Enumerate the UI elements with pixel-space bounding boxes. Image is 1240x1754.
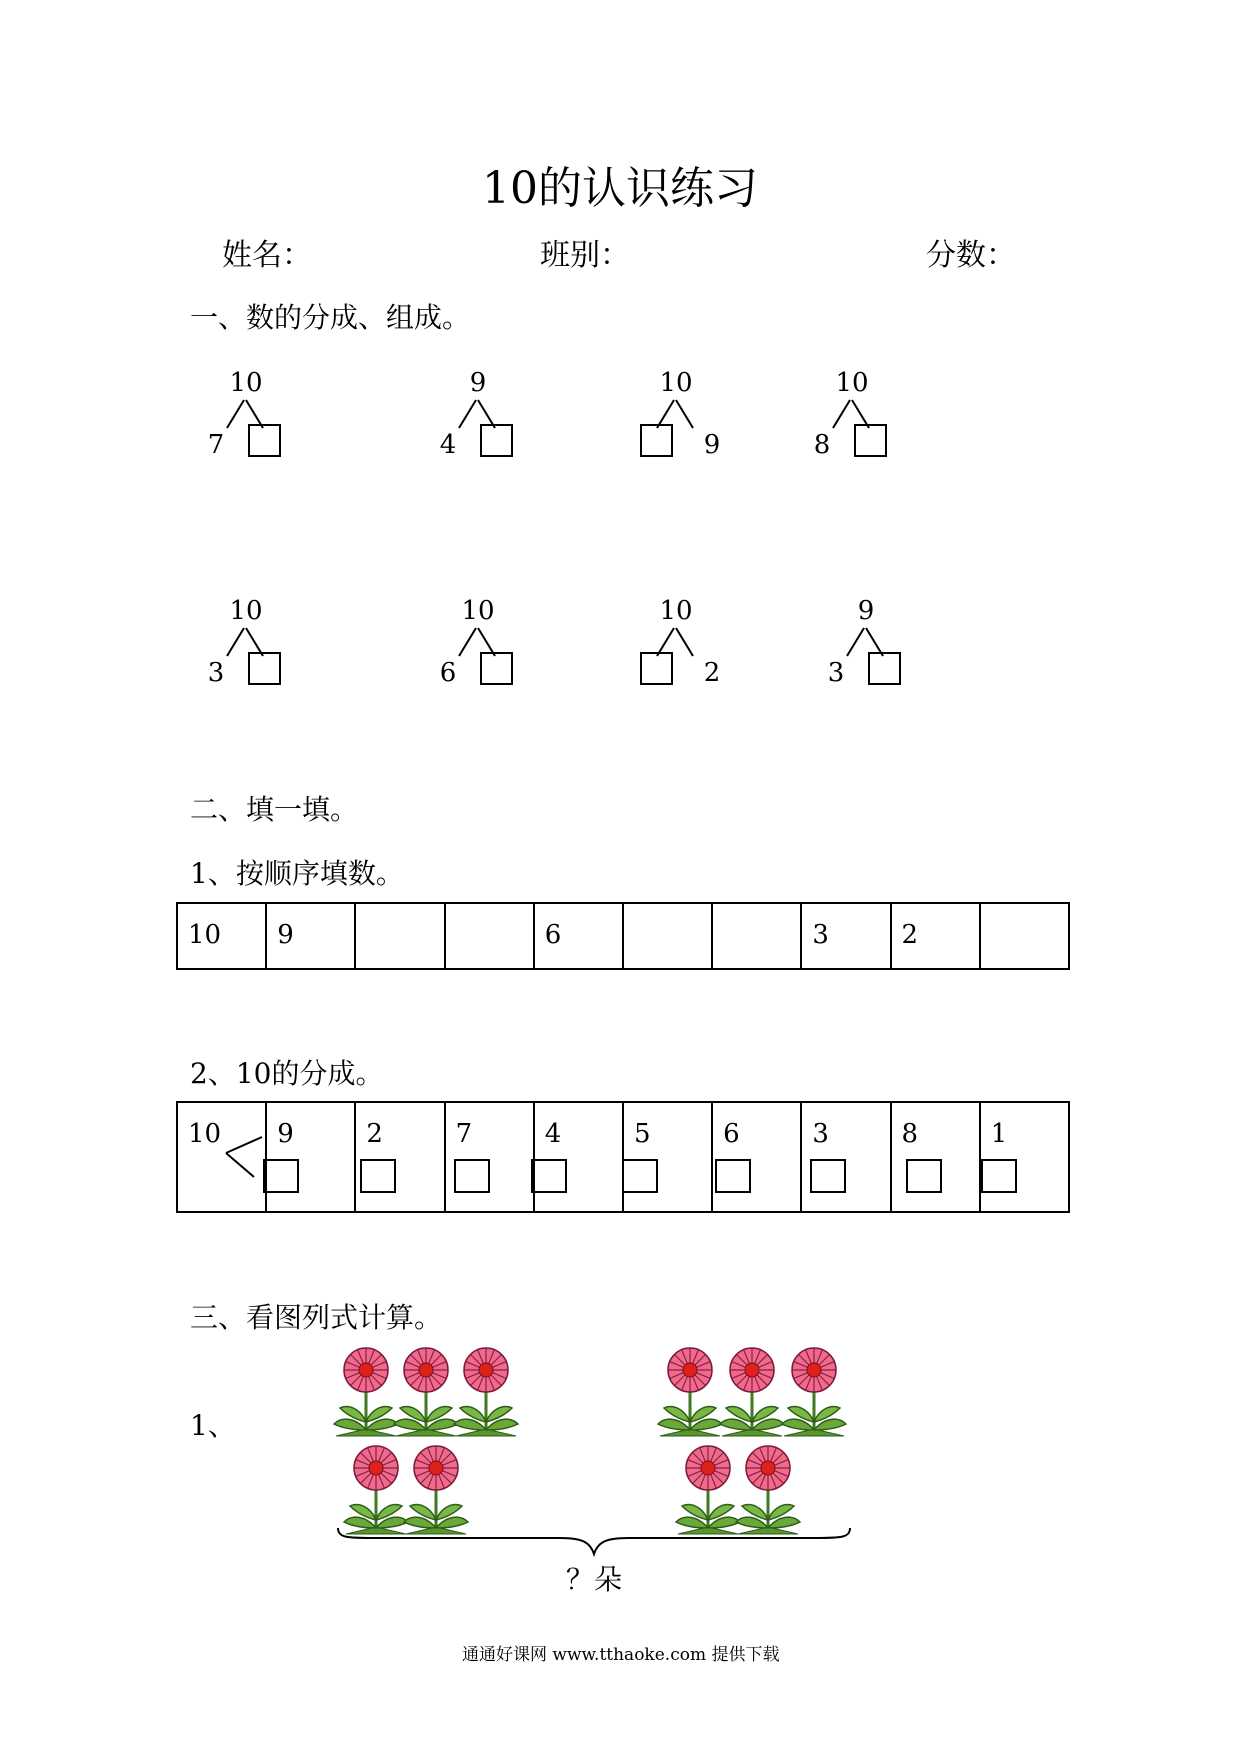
answer-box[interactable] bbox=[248, 652, 281, 685]
bond-total: 10 bbox=[229, 368, 263, 398]
answer-box[interactable] bbox=[360, 1159, 396, 1193]
bond-part-left: 3 bbox=[207, 658, 225, 688]
answer-box[interactable] bbox=[715, 1159, 751, 1193]
split-total: 10 bbox=[188, 1119, 222, 1149]
sequence-value: 2 bbox=[901, 920, 919, 950]
split-question-label: 2、10的分成。 bbox=[190, 1057, 384, 1090]
split-known-part: 7 bbox=[455, 1119, 473, 1149]
bond-total: 9 bbox=[469, 368, 487, 398]
name-label: 姓名： bbox=[222, 238, 312, 273]
split-cell bbox=[980, 1102, 1069, 1212]
answer-box[interactable] bbox=[810, 1159, 846, 1193]
bond-part-right: 2 bbox=[703, 658, 721, 688]
picture-question-number: 1、 bbox=[190, 1409, 236, 1442]
split-cell bbox=[355, 1102, 444, 1212]
number-bond-tree bbox=[804, 368, 974, 488]
sequence-table bbox=[176, 902, 1070, 970]
split-known-part: 2 bbox=[366, 1119, 383, 1149]
number-bond-tree bbox=[198, 596, 368, 716]
split-cell bbox=[801, 1102, 890, 1212]
bond-total: 10 bbox=[461, 596, 495, 626]
sequence-blank-cell[interactable] bbox=[712, 903, 801, 969]
bond-part-right: 9 bbox=[703, 430, 721, 460]
flower-icon bbox=[454, 1348, 518, 1436]
split-known-part: 6 bbox=[723, 1119, 740, 1149]
sequence-blank-cell[interactable] bbox=[445, 903, 534, 969]
answer-box[interactable] bbox=[640, 424, 673, 457]
bond-total: 10 bbox=[659, 368, 693, 398]
section1-heading: 一、数的分成、组成。 bbox=[190, 301, 471, 334]
split-cell bbox=[266, 1102, 355, 1212]
sequence-blank-cell[interactable] bbox=[355, 903, 444, 969]
sequence-cell bbox=[534, 903, 623, 969]
answer-box[interactable] bbox=[263, 1159, 299, 1193]
flower-total-question: ？朵 bbox=[566, 1563, 623, 1596]
sequence-value: 3 bbox=[812, 920, 829, 950]
split-cell bbox=[623, 1102, 712, 1212]
split-known-part: 1 bbox=[990, 1119, 1008, 1149]
sequence-question-label: 1、按顺序填数。 bbox=[190, 857, 404, 890]
number-bond-tree bbox=[430, 368, 600, 488]
bond-part-left: 8 bbox=[813, 430, 831, 460]
sequence-cell bbox=[266, 903, 355, 969]
split-known-part: 4 bbox=[544, 1119, 562, 1149]
answer-box[interactable] bbox=[480, 424, 513, 457]
answer-box[interactable] bbox=[454, 1159, 490, 1193]
flower-picture bbox=[320, 1338, 880, 1538]
flower-icon bbox=[404, 1446, 468, 1534]
flower-icon bbox=[394, 1348, 458, 1436]
flower-icon bbox=[736, 1446, 800, 1534]
curly-brace-icon bbox=[334, 1524, 854, 1560]
number-bond-tree bbox=[818, 596, 988, 716]
sequence-cell bbox=[891, 903, 980, 969]
bond-part-left: 6 bbox=[439, 658, 457, 688]
page-title: 10的认识练习 bbox=[482, 163, 758, 214]
number-bond-tree bbox=[198, 368, 368, 488]
sequence-value: 10 bbox=[188, 920, 222, 950]
split-known-part: 3 bbox=[812, 1119, 829, 1149]
split-known-part: 9 bbox=[277, 1119, 294, 1149]
number-bond-tree bbox=[430, 596, 600, 716]
sequence-value: 9 bbox=[277, 920, 294, 950]
bond-total: 9 bbox=[857, 596, 875, 626]
flower-icon bbox=[344, 1446, 408, 1534]
flower-icon bbox=[782, 1348, 846, 1436]
split-cell bbox=[534, 1102, 623, 1212]
section3-heading: 三、看图列式计算。 bbox=[190, 1301, 443, 1334]
section2-heading: 二、填一填。 bbox=[190, 793, 359, 826]
split-known-part: 5 bbox=[633, 1119, 651, 1149]
answer-box[interactable] bbox=[906, 1159, 942, 1193]
sequence-blank-cell[interactable] bbox=[623, 903, 712, 969]
sequence-cell bbox=[177, 903, 266, 969]
bond-part-left: 3 bbox=[827, 658, 845, 688]
answer-box[interactable] bbox=[981, 1159, 1017, 1193]
split-total-cell bbox=[177, 1102, 266, 1212]
class-label: 班别： bbox=[540, 238, 630, 273]
split-cell bbox=[712, 1102, 801, 1212]
sequence-cell bbox=[801, 903, 890, 969]
answer-box[interactable] bbox=[248, 424, 281, 457]
flower-icon bbox=[720, 1348, 784, 1436]
bond-total: 10 bbox=[229, 596, 263, 626]
flower-icon bbox=[676, 1446, 740, 1534]
sequence-value: 6 bbox=[544, 920, 562, 950]
bond-total: 10 bbox=[659, 596, 693, 626]
bond-total: 10 bbox=[835, 368, 869, 398]
answer-box[interactable] bbox=[622, 1159, 658, 1193]
sequence-blank-cell[interactable] bbox=[980, 903, 1069, 969]
number-bond-tree bbox=[628, 596, 798, 716]
number-bond-tree bbox=[628, 368, 798, 488]
bond-part-left: 4 bbox=[439, 430, 457, 460]
answer-box[interactable] bbox=[868, 652, 901, 685]
flower-icon bbox=[334, 1348, 398, 1436]
split-cell bbox=[891, 1102, 980, 1212]
answer-box[interactable] bbox=[854, 424, 887, 457]
split-table bbox=[176, 1101, 1070, 1213]
answer-box[interactable] bbox=[480, 652, 513, 685]
footer-credit: 通通好课网 www.tthaoke.com 提供下载 bbox=[462, 1645, 780, 1665]
flower-icon bbox=[658, 1348, 722, 1436]
bond-part-left: 7 bbox=[207, 430, 225, 460]
score-label: 分数： bbox=[926, 238, 1016, 273]
answer-box[interactable] bbox=[640, 652, 673, 685]
split-cell bbox=[445, 1102, 534, 1212]
answer-box[interactable] bbox=[531, 1159, 567, 1193]
split-known-part: 8 bbox=[901, 1119, 919, 1149]
